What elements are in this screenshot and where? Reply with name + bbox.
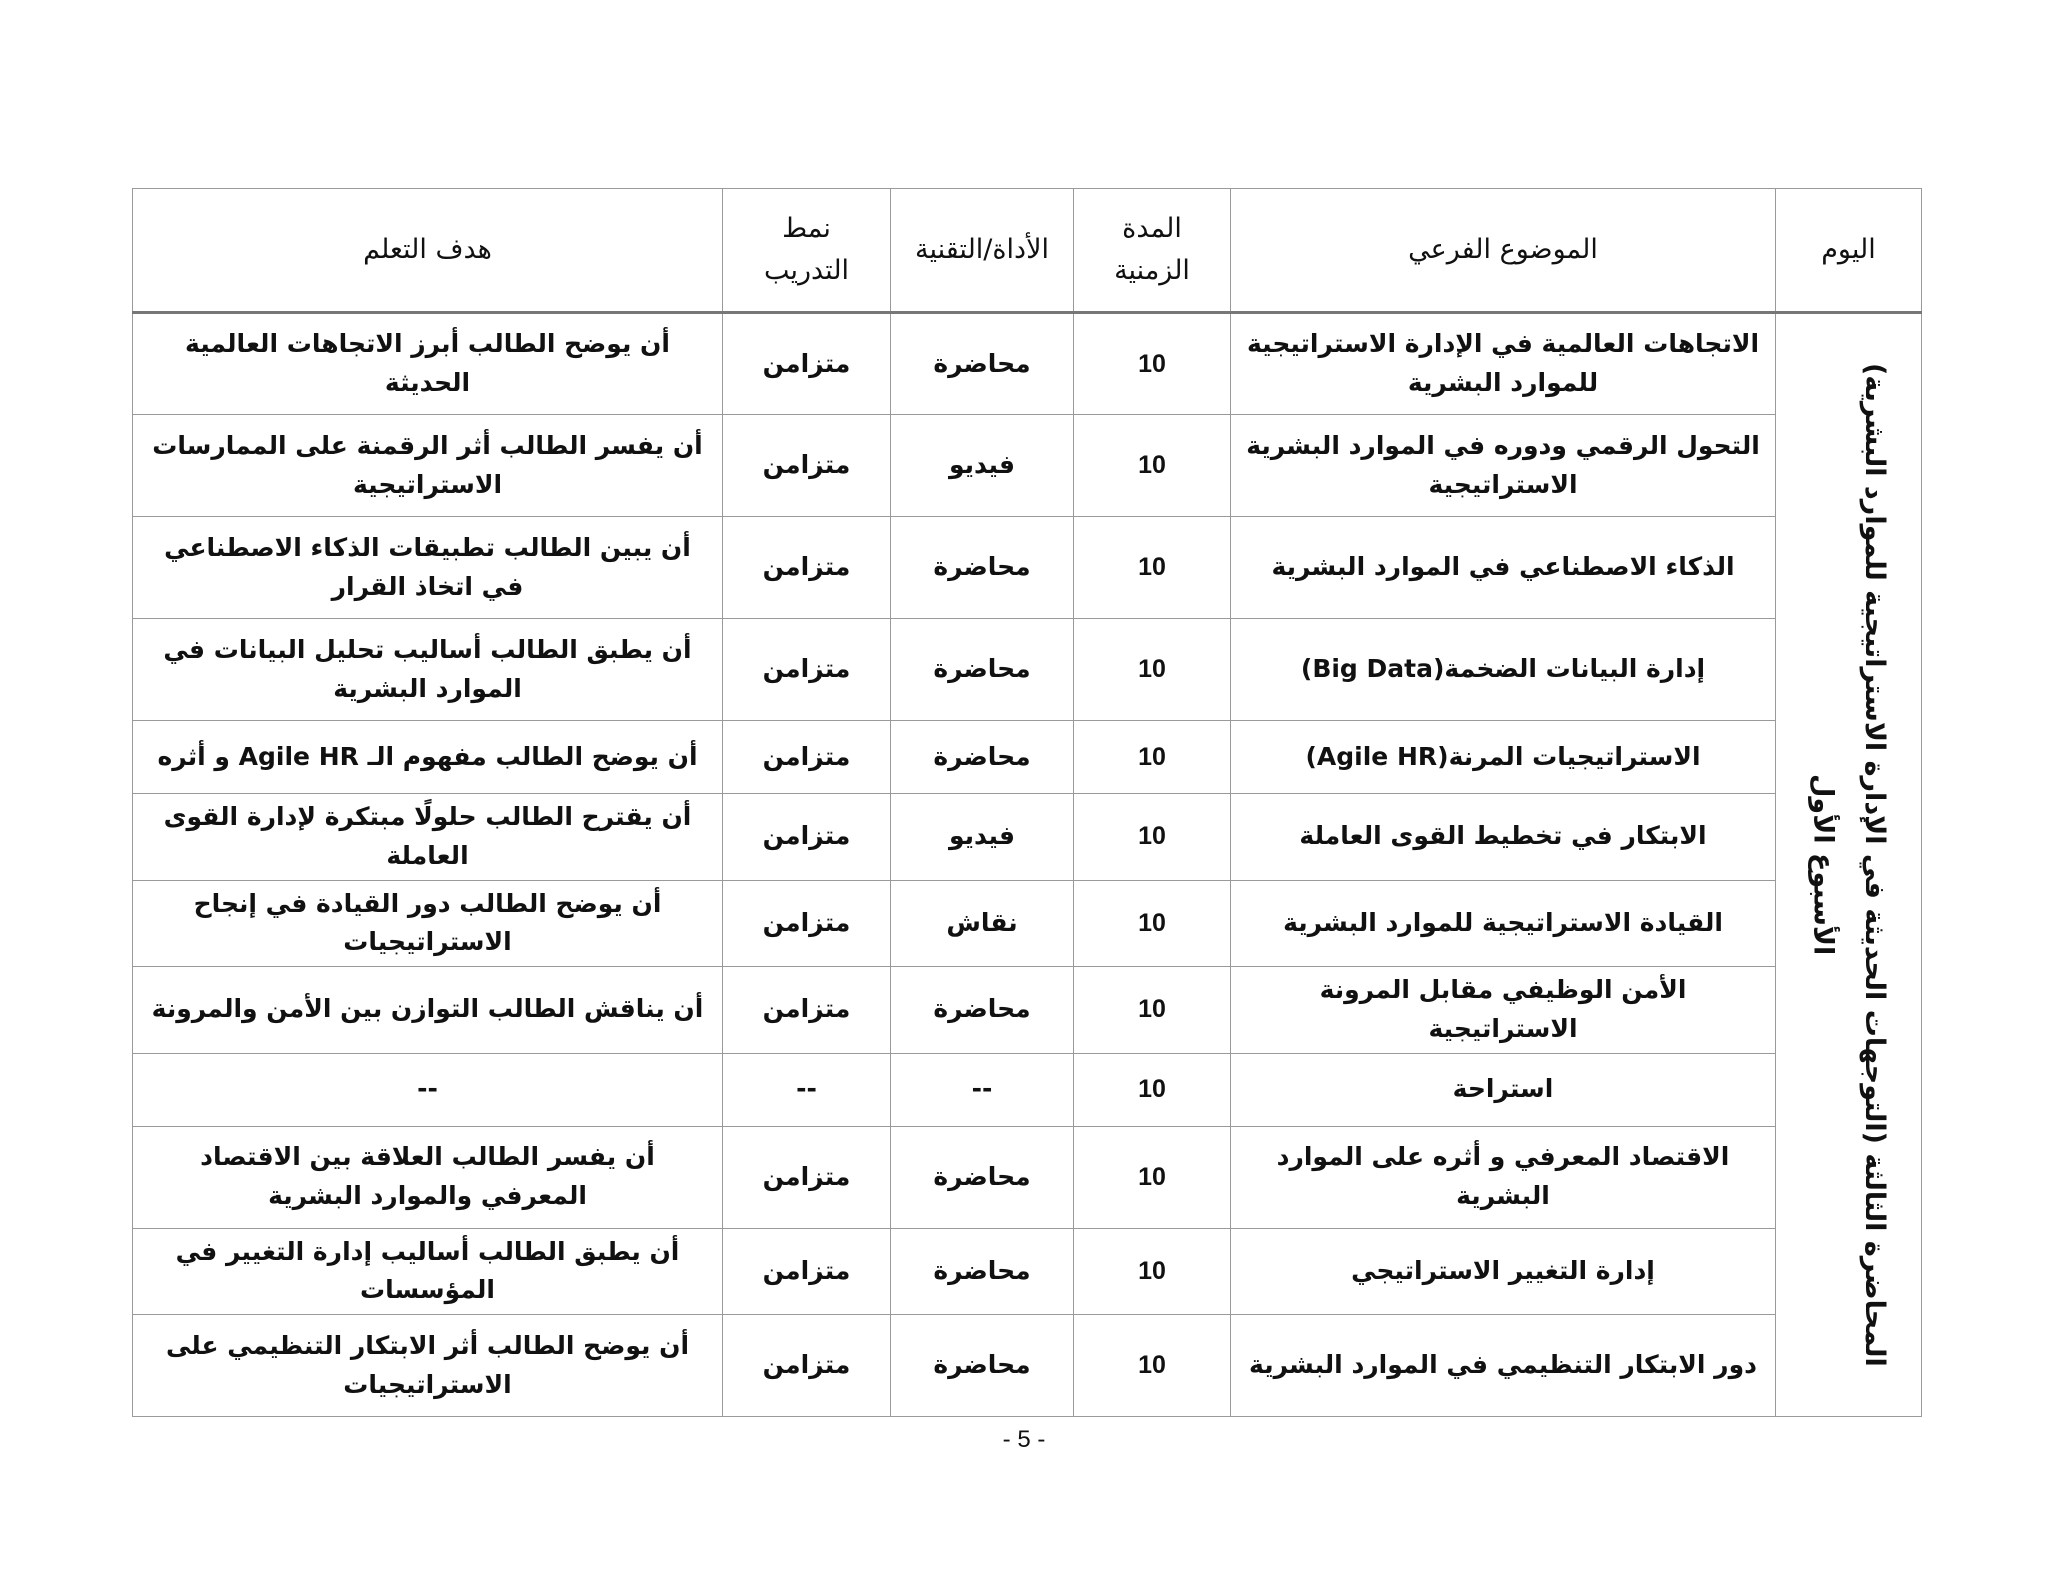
cell-mode: متزامن	[723, 794, 891, 881]
cell-goal: أن يبين الطالب تطبيقات الذكاء الاصطناعي في اتخاذ القرار	[133, 517, 723, 619]
training-schedule-table	[132, 188, 1922, 1417]
cell-mode: متزامن	[723, 967, 891, 1054]
table-row	[133, 794, 1922, 881]
cell-tool: نقاش	[891, 880, 1074, 967]
cell-mode: متزامن	[723, 1228, 891, 1315]
cell-duration: 10	[1074, 1126, 1231, 1228]
table-row	[133, 967, 1922, 1054]
cell-topic: دور الابتكار التنظيمي في الموارد البشرية	[1231, 1315, 1776, 1417]
cell-mode: متزامن	[723, 619, 891, 721]
cell-duration: 10	[1074, 517, 1231, 619]
header-duration: المدة الزمنية	[1074, 189, 1231, 313]
cell-topic: الاتجاهات العالمية في الإدارة الاستراتيجية للموارد البشرية	[1231, 313, 1776, 415]
cell-duration: 10	[1074, 1228, 1231, 1315]
cell-topic: إدارة البيانات الضخمة(Big Data)	[1231, 619, 1776, 721]
cell-duration: 10	[1074, 721, 1231, 794]
cell-mode: متزامن	[723, 721, 891, 794]
cell-mode: متزامن	[723, 880, 891, 967]
table-row	[133, 415, 1922, 517]
cell-mode: متزامن	[723, 1126, 891, 1228]
cell-duration: 10	[1074, 619, 1231, 721]
table-row	[133, 1315, 1922, 1417]
cell-duration: 10	[1074, 967, 1231, 1054]
cell-mode: متزامن	[723, 313, 891, 415]
table-row	[133, 517, 1922, 619]
cell-goal: أن يفسر الطالب أثر الرقمنة على الممارسات الاستراتيجية	[133, 415, 723, 517]
cell-goal: أن يفسر الطالب العلاقة بين الاقتصاد المعرفي والموارد البشرية	[133, 1126, 723, 1228]
cell-tool: محاضرة	[891, 1315, 1074, 1417]
cell-tool: فيديو	[891, 415, 1074, 517]
cell-topic: إدارة التغيير الاستراتيجي	[1231, 1228, 1776, 1315]
cell-goal: أن يوضح الطالب مفهوم الـ Agile HR و أثره	[133, 721, 723, 794]
cell-duration: 10	[1074, 880, 1231, 967]
day-label-week: الأسبوع الأول	[1807, 774, 1839, 956]
cell-goal: أن يوضح الطالب أبرز الاتجاهات العالمية الحديثة	[133, 313, 723, 415]
header-topic: الموضوع الفرعي	[1231, 189, 1776, 313]
cell-tool: محاضرة	[891, 619, 1074, 721]
cell-goal: أن يناقش الطالب التوازن بين الأمن والمرونة	[133, 967, 723, 1054]
header-tool: الأداة/التقنية	[891, 189, 1074, 313]
cell-topic: الذكاء الاصطناعي في الموارد البشرية	[1231, 517, 1776, 619]
cell-topic: الابتكار في تخطيط القوى العاملة	[1231, 794, 1776, 881]
cell-topic: القيادة الاستراتيجية للموارد البشرية	[1231, 880, 1776, 967]
cell-mode: متزامن	[723, 517, 891, 619]
cell-tool: فيديو	[891, 794, 1074, 881]
table-row	[133, 313, 1922, 415]
cell-tool: --	[891, 1053, 1074, 1126]
cell-topic: الاقتصاد المعرفي و أثره على الموارد البشرية	[1231, 1126, 1776, 1228]
cell-duration: 10	[1074, 415, 1231, 517]
cell-goal: أن يطبق الطالب أساليب تحليل البيانات في الموارد البشرية	[133, 619, 723, 721]
cell-goal: أن يوضح الطالب أثر الابتكار التنظيمي على الاستراتيجيات	[133, 1315, 723, 1417]
cell-goal: --	[133, 1053, 723, 1126]
table-row	[133, 619, 1922, 721]
cell-duration: 10	[1074, 1053, 1231, 1126]
cell-topic: الاستراتيجيات المرنة(Agile HR)	[1231, 721, 1776, 794]
table-row	[133, 1053, 1922, 1126]
header-goal: هدف التعلم	[133, 189, 723, 313]
table-row	[133, 721, 1922, 794]
table-row	[133, 880, 1922, 967]
cell-mode: متزامن	[723, 1315, 891, 1417]
cell-goal: أن يوضح الطالب دور القيادة في إنجاح الاستراتيجيات	[133, 880, 723, 967]
day-label-lecture: المحاضرة الثالثة (التوجهات الحديثة في الإدارة الاستراتيجية للموارد البشرية)	[1858, 363, 1890, 1367]
cell-tool: محاضرة	[891, 1126, 1074, 1228]
day-cell	[1776, 313, 1922, 1417]
cell-mode: متزامن	[723, 415, 891, 517]
table-row	[133, 1126, 1922, 1228]
cell-tool: محاضرة	[891, 721, 1074, 794]
header-row	[133, 189, 1922, 313]
day-label	[1797, 363, 1900, 1367]
page-number: - 5 -	[1002, 1426, 1046, 1453]
header-day: اليوم	[1776, 189, 1922, 313]
cell-tool: محاضرة	[891, 313, 1074, 415]
header-mode: نمط التدريب	[723, 189, 891, 313]
table-row	[133, 1228, 1922, 1315]
cell-duration: 10	[1074, 794, 1231, 881]
cell-topic: استراحة	[1231, 1053, 1776, 1126]
cell-mode: --	[723, 1053, 891, 1126]
cell-tool: محاضرة	[891, 967, 1074, 1054]
cell-tool: محاضرة	[891, 517, 1074, 619]
cell-goal: أن يقترح الطالب حلولًا مبتكرة لإدارة القوى العاملة	[133, 794, 723, 881]
cell-duration: 10	[1074, 1315, 1231, 1417]
cell-goal: أن يطبق الطالب أساليب إدارة التغيير في المؤسسات	[133, 1228, 723, 1315]
cell-topic: التحول الرقمي ودوره في الموارد البشرية الاستراتيجية	[1231, 415, 1776, 517]
cell-tool: محاضرة	[891, 1228, 1074, 1315]
cell-topic: الأمن الوظيفي مقابل المرونة الاستراتيجية	[1231, 967, 1776, 1054]
cell-duration: 10	[1074, 313, 1231, 415]
